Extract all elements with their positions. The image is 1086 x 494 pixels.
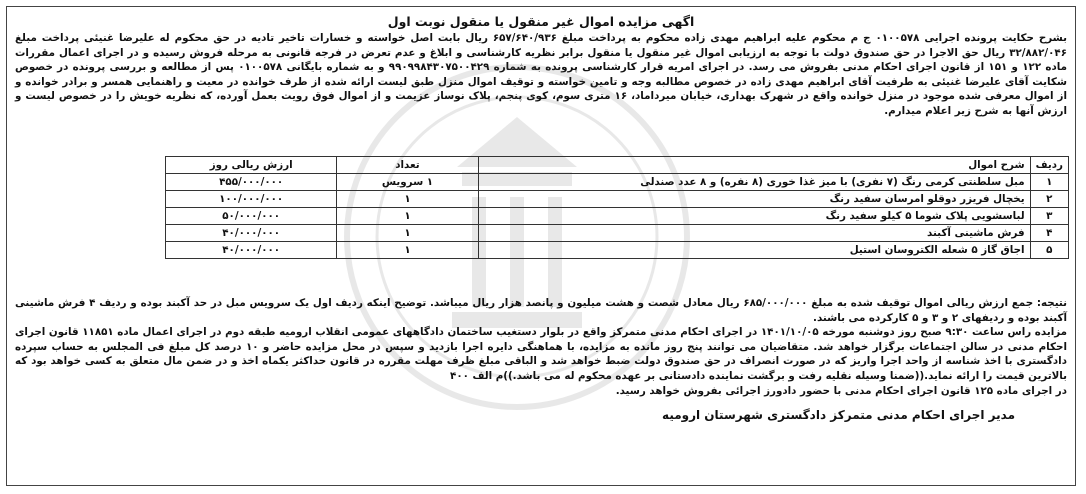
auction-details-paragraph: مزایده راس ساعت ۹:۳۰ صبح روز دوشنبه مورخه ۱۴۰۱/۱۰/۰۵ در اجرای احکام مدنی متمرکز واقع در بلوار دستغیب ساختمان دادگاههای عمومی انقلاب ارومیه طبقه دوم در اجرای اعمال ماده ۱۱۸۵۱ قانون اجرای احکام مدنی در سالن اجتماعات برگزار خواهد شد. متقاضیان می توانند پنج روز مانده به مزایده، با هماهنگی دایره اجرا بازدید و سپس در محل مزایده حاضر و ۱۰ درصد کل مبلغ فی المجلس به حساب سپرده دادگستری با اخذ شناسه از واحد اجرا واریز که در صورت انصراف در حق صندوق دولت ضبط خواهد شد و الباقی مبلغ ظرف مهلت مقرره در قانون حداکثر یکماه اخذ و در ضمن مال متعلق به کسی خواهد بود که بالاترین قیمت را ارائه نماید.((ضمنا وسیله نقلیه رفت و برگشت نماینده دادستانی بر عهده محکوم له می باشد.))م الف ۴۰۰ (15, 326, 1067, 382)
row-value: ۴۰/۰۰۰/۰۰۰ (166, 225, 337, 242)
row-quantity: ۱ (337, 225, 478, 242)
final-line: در اجرای ماده ۱۲۵ قانون اجرای احکام مدنی با حضور دادورز اجرائی بفروش خواهد رسید. (615, 384, 1067, 397)
notice-footer-section (7, 296, 1075, 422)
row-number: ۲ (1030, 191, 1068, 208)
header-quantity: تعداد (337, 157, 478, 174)
row-description: یخچال فریزر دوقلو امرسان سفید رنگ (478, 191, 1030, 208)
table-row (166, 174, 1069, 191)
row-number: ۴ (1030, 225, 1068, 242)
table-row (166, 225, 1069, 242)
row-number: ۳ (1030, 208, 1068, 225)
row-value: ۴۵۵/۰۰۰/۰۰۰ (166, 174, 337, 191)
notice-title: اگهی مزایده اموال غیر منقول یا منقول نوبت اول (387, 14, 695, 29)
row-value: ۱۰۰/۰۰۰/۰۰۰ (166, 191, 337, 208)
row-quantity: ۱ (337, 191, 478, 208)
row-quantity: ۱ (337, 242, 478, 259)
row-description: لباسشویی پلاک شوما ۵ کیلو سفید رنگ (478, 208, 1030, 225)
header-value: ارزش ریالی روز (166, 157, 337, 174)
auction-notice (6, 6, 1076, 486)
table-header-row (166, 157, 1069, 174)
row-number: ۱ (1030, 174, 1068, 191)
row-quantity: ۱ سرویس (337, 174, 478, 191)
header-description: شرح اموال (478, 157, 1030, 174)
row-description: اجاق گاز ۵ شعله الکتروسان استیل (478, 242, 1030, 259)
header-row-number: ردیف (1030, 157, 1068, 174)
signature: مدیر اجرای احکام مدنی متمرکز دادگستری شهرستان ارومیه (662, 408, 1015, 423)
table-row (166, 208, 1069, 225)
row-quantity: ۱ (337, 208, 478, 225)
assets-table (165, 156, 1069, 259)
row-description: فرش ماشینی آکبند (478, 225, 1030, 242)
row-value: ۴۰/۰۰۰/۰۰۰ (166, 242, 337, 259)
row-value: ۵۰/۰۰۰/۰۰۰ (166, 208, 337, 225)
row-number: ۵ (1030, 242, 1068, 259)
conclusion-paragraph: نتیجه: جمع ارزش ریالی اموال توقیف شده به مبلغ ۶۸۵/۰۰۰/۰۰۰ ریال معادل شصت و هشت میلیون و پانصد هزار ریال میباشد. توضیح اینکه ردیف اول یک سرویس مبل در حد آکبند بوده و ردیف ۴ فرش ماشینی آکبند بوده و ردیفهای ۲ و ۳ و ۵ کارکرده می باشند. (15, 297, 1067, 324)
table-row (166, 191, 1069, 208)
table-row (166, 242, 1069, 259)
row-description: مبل سلطنتی کرمی رنگ (۷ نفری) با میز غذا خوری (۸ نفره) و ۸ عدد صندلی (478, 174, 1030, 191)
intro-paragraph: بشرح حکایت پرونده اجرایی ۰۱۰۰۵۷۸ ج م محکوم علیه ابراهیم مهدی زاده محکوم به پرداخت مبلغ ۶۵۷/۶۴۰/۹۳۶ ریال بابت اصل خواسته و خسارات تاخیر تادیه در حق محکوم له علیرضا غنیئی پرداخت مبلغ ۳۲/۸۸۲/۰۴۶ ریال حق الاجرا در حق صندوق دولت با توجه به ارزیابی اموال غیر منقول یا منقول برابر نظریه کارشناسی و ابلاغ و عدم تعرض در فرجه قانونی به مرحله فروش رسیده و در اجرای اعمال مقررات ماده ۱۲۲ و ۱۵۱ از قانون اجرای احکام مدنی بفروش می رسد. در اجرای امریه قرار کارشناسی پرونده به شماره ۹۹۰۹۹۸۴۳۰۷۵۰۰۴۲۹ و به شماره بایگانی ۰۱۰۰۵۷۸ پس از مطالعه و بررسی پرونده در خصوص شکایت آقای علیرضا غنیئی به طرفیت آقای ابراهیم مهدی زاده در خصوص مطالبه وجه و تامین خواسته و توقیف اموال منزل طبق لیست ارائه شده از طرف خوانده در معیت و راهنمایی همسر و برادر خوانده و از اموال معرفی شده موجود در منزل خوانده واقع در شهرک بهداری، خیابان میرداماد، ۱۶ متری سوم، کوی پنجم، پلاک نوساز عزیمت و از اموال فوق رویت بعمل آورده، که نظریه خویش را در خصوص لیست و ارزش آنها به شرح زیر اعلام میدارم. (15, 32, 1068, 117)
